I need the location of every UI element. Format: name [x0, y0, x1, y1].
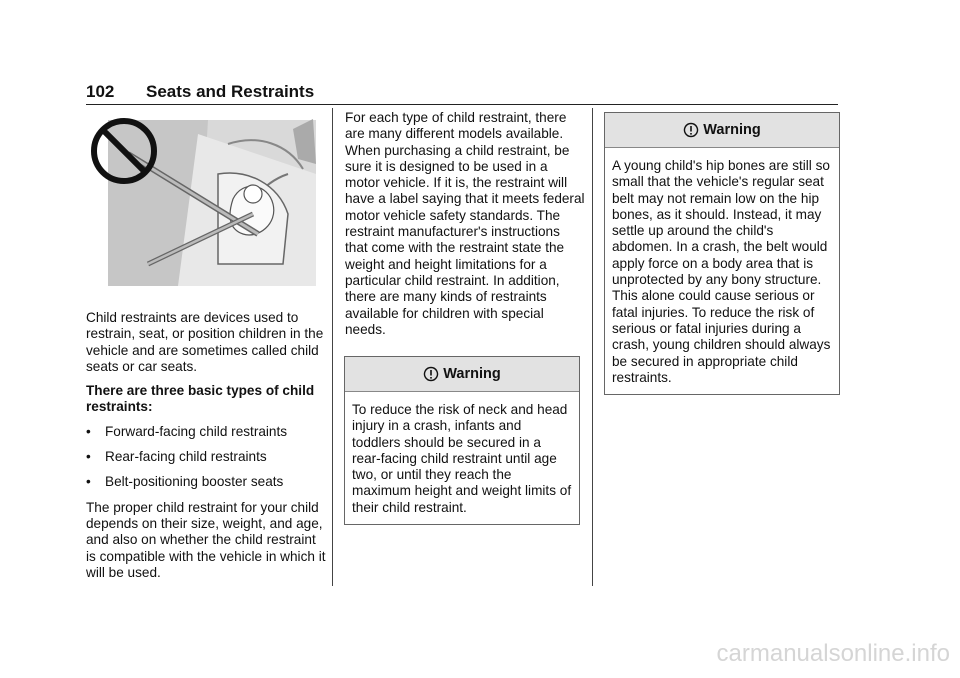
bullet-text: Belt-positioning booster seats [105, 474, 284, 490]
warning-icon [683, 122, 699, 138]
warning-body: A young child's hip bones are still so small that the vehicle's regular seat belt may not remain low on the hip bones, as it should. Instead, it may settle up around the child's abdomen. In a crash, the belt would apply force on a body area that is unprotected by any bony structure. This alone could cause serious or fatal injuries. To reduce the risk of serious or fatal injuries during a crash, young children should always be secured in appropriate child restraints. [612, 158, 831, 385]
models-paragraph: For each type of child restraint, there are many different models available. When purchasing a child restraint, be sure it is designed to be used in a motor vehicle. If it is, the restraint will have a label saying that it meets federal motor vehicle safety standards. The restraint manufacturer's instructions that come with the restraint state the weight and height limitations for a particular child restraint. In addition, there are many kinds of restraints available for children with special needs. [345, 110, 585, 337]
warning-header [345, 357, 579, 392]
list-item [86, 474, 326, 490]
warning-header [605, 113, 839, 148]
warning-box-neck-injury [344, 356, 580, 525]
column-divider-2 [592, 108, 593, 586]
page-header [86, 82, 838, 105]
warning-icon [423, 366, 439, 382]
bullet-char: • [86, 423, 91, 439]
bullet-char: • [86, 449, 91, 465]
list-item [86, 424, 326, 440]
list-item [86, 449, 326, 465]
warning-box-hip-bones [604, 112, 840, 395]
intro-paragraph: Child restraints are devices used to restrain, seat, or position children in the vehicle and are sometimes called child seats or car seats. [86, 310, 324, 374]
watermark: carmanualsonline.info [716, 640, 950, 667]
proper-restraint-paragraph: The proper child restraint for your child depends on their size, weight, and age, and also on whether the child restraint is compatible with the vehicle in which it will be used. [86, 499, 326, 580]
column-2 [345, 110, 585, 346]
column-1 [86, 310, 326, 589]
page-number: 102 [86, 82, 115, 101]
warning-title: Warning [443, 366, 501, 382]
warning-body: To reduce the risk of neck and head injury in a crash, infants and toddlers should be secured in a rear-facing child restraint until age two, or until they reach the maximum height and weight limits of their child restraint. [352, 402, 572, 515]
bullet-char: • [86, 474, 91, 490]
bullet-text: Forward-facing child restraints [105, 423, 288, 439]
column-divider-1 [332, 108, 333, 586]
child-seat-illustration [88, 114, 316, 286]
bullet-text: Rear-facing child restraints [105, 449, 267, 465]
section-title: Seats and Restraints [146, 82, 315, 101]
types-heading: There are three basic types of child restraints: [86, 383, 315, 415]
warning-title: Warning [703, 122, 761, 138]
